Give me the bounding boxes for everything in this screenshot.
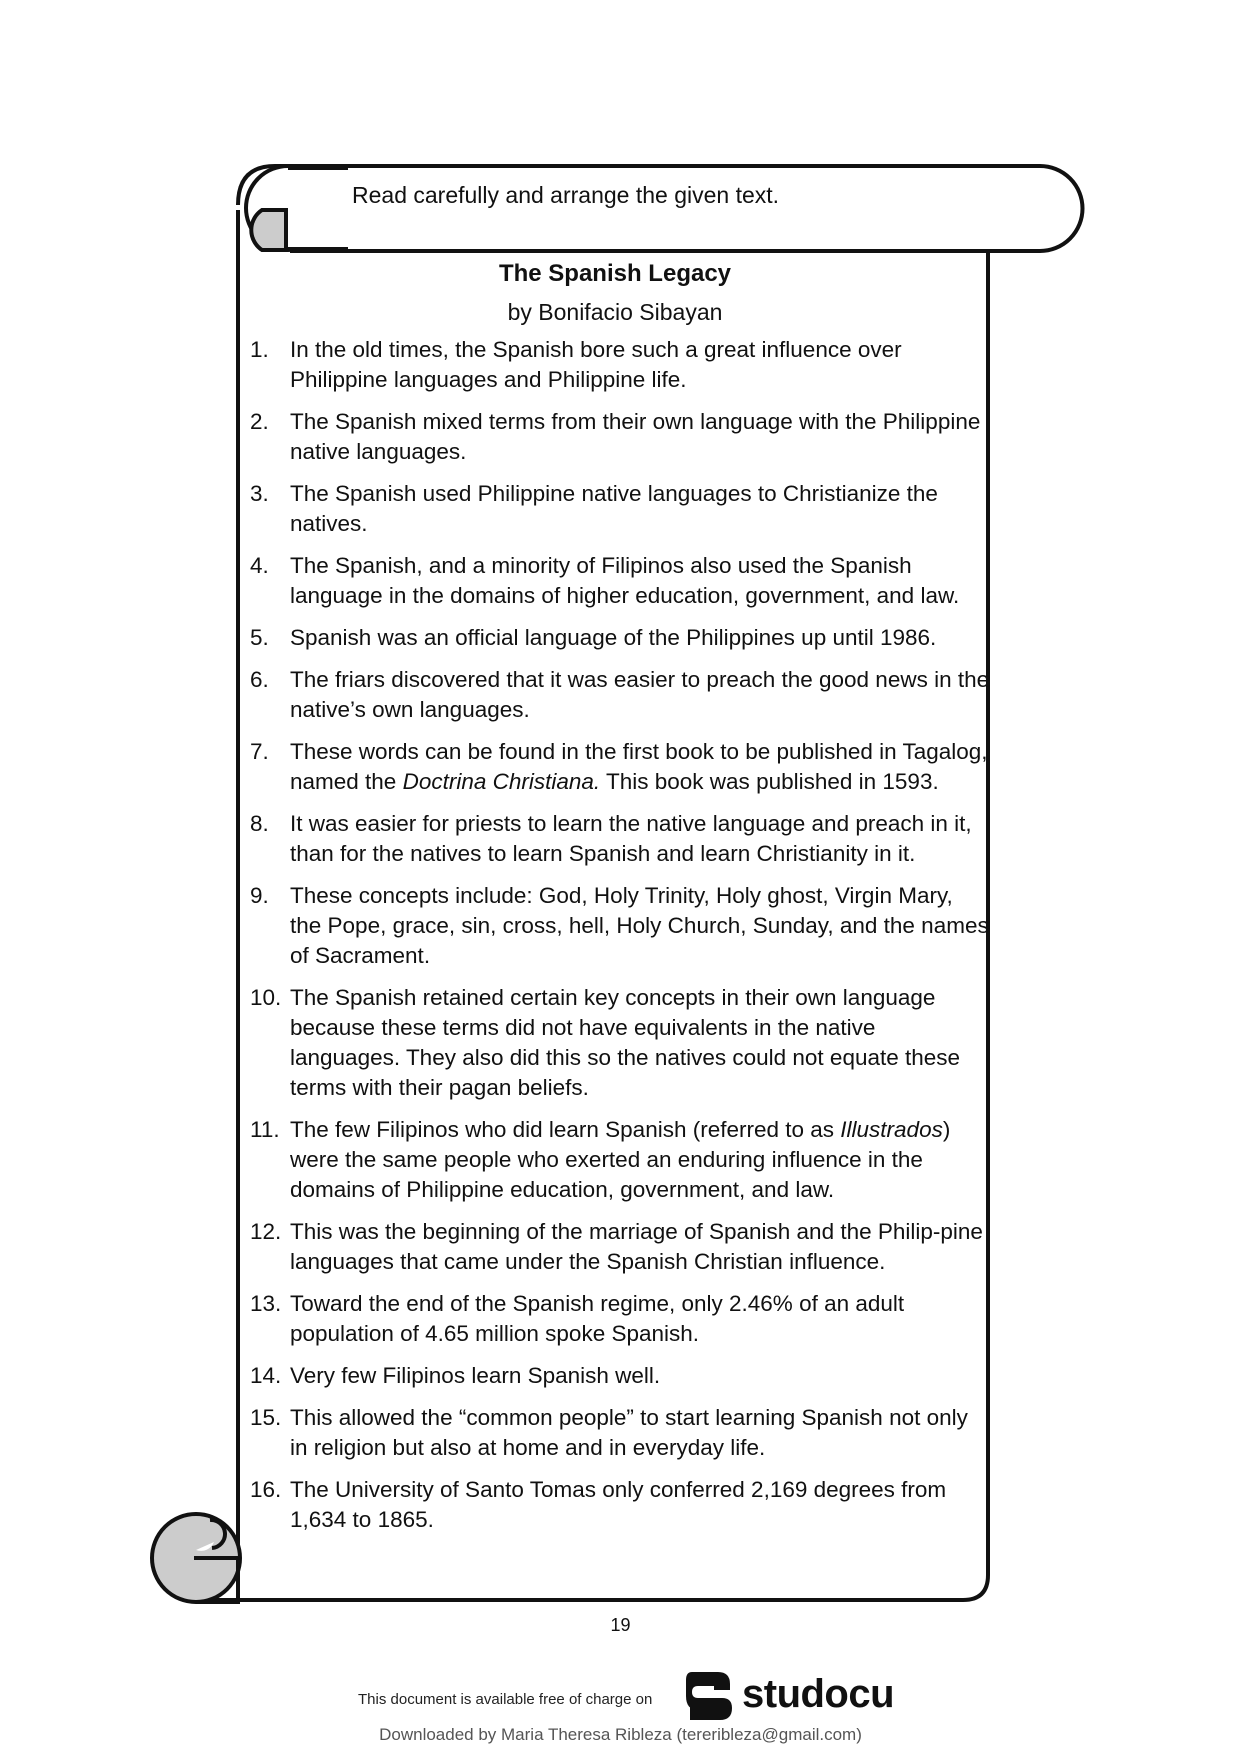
item-number: 3. (250, 481, 269, 506)
list-item-12 (250, 1217, 990, 1277)
item-number: 8. (250, 811, 269, 836)
item-number: 13. (250, 1291, 282, 1316)
item-number: 14. (250, 1363, 282, 1388)
item-text (290, 737, 990, 797)
scroll-top-curl-fill (251, 210, 286, 250)
list-item-10 (250, 983, 990, 1103)
list-item-13 (250, 1289, 990, 1349)
item-text: Very few Filipinos learn Spanish well. (290, 1363, 661, 1388)
list-item-15 (250, 1403, 990, 1463)
item-text: The Spanish used Philippine native languages to Christianize the natives. (290, 481, 938, 536)
list-item-2 (250, 407, 990, 467)
downloaded-by-note: Downloaded by Maria Theresa Ribleza (tereribleza@gmail.com) (379, 1725, 862, 1744)
item-number: 9. (250, 883, 269, 908)
item-number: 2. (250, 409, 269, 434)
list-item-8 (250, 809, 990, 869)
book-title: Doctrina Christiana. (402, 769, 601, 794)
item-text-after: This book was published in 1593. (600, 769, 939, 794)
item-text: In the old times, the Spanish bore such a great influence over Philippine languages and Philippine life. (290, 337, 902, 392)
item-number: 10. (250, 985, 282, 1010)
list-item-16 (250, 1475, 990, 1535)
availability-note: This document is available free of charge on (358, 1691, 653, 1708)
instruction-text: Read carefully and arrange the given text. (352, 182, 780, 208)
list-item-3 (250, 479, 990, 539)
list-item-1 (250, 335, 990, 395)
list-item-9 (250, 881, 990, 971)
item-text: The Spanish retained certain key concepts in their own language because these terms did not have equivalents in the native languages. They also did this so the natives could not equate these terms with their pagan beliefs. (290, 985, 961, 1100)
studocu-brand-name[interactable]: studocu (742, 1672, 895, 1716)
item-text: Spanish was an official language of the Philippines up until 1986. (290, 625, 937, 650)
item-text: The Spanish mixed terms from their own language with the Philippine native languages. (290, 409, 981, 464)
article-byline: by Bonifacio Sibayan (507, 299, 723, 325)
item-text: It was easier for priests to learn the native language and preach in it, than for the natives to learn Spanish and learn Christianity in it. (290, 811, 972, 866)
item-number: 15. (250, 1405, 282, 1430)
item-number: 11. (250, 1117, 280, 1142)
article-title: The Spanish Legacy (498, 260, 732, 287)
item-text: This allowed the “common people” to start learning Spanish not only in religion but also at home and in everyday life. (290, 1405, 968, 1460)
page-number: 19 (610, 1615, 631, 1635)
studocu-logo-icon[interactable] (684, 1668, 736, 1724)
item-text: The Spanish, and a minority of Filipinos also used the Spanish language in the domains of higher education, government, and law. (290, 553, 960, 608)
item-number: 1. (250, 337, 269, 362)
sentence-list (250, 335, 990, 1547)
item-text-before: These words can be found in the first book to be published in Tagalog, named the (290, 739, 988, 794)
list-item-7 (250, 737, 990, 797)
item-number: 6. (250, 667, 269, 692)
item-text: The friars discovered that it was easier to preach the good news in the native’s own languages. (290, 667, 990, 722)
item-number: 16. (250, 1477, 282, 1502)
list-item-11 (250, 1115, 990, 1205)
item-text: The University of Santo Tomas only conferred 2,169 degrees from 1,634 to 1865. (290, 1477, 947, 1532)
list-item-6 (250, 665, 990, 725)
item-text: Toward the end of the Spanish regime, only 2.46% of an adult population of 4.65 million spoke Spanish. (290, 1291, 905, 1346)
illustrados-term: Illustrados (840, 1117, 943, 1142)
list-item-14 (250, 1361, 990, 1391)
list-item-5 (250, 623, 990, 653)
list-item-4 (250, 551, 990, 611)
item-number: 7. (250, 739, 269, 764)
item-number: 4. (250, 553, 269, 578)
item-number: 5. (250, 625, 269, 650)
item-text: This was the beginning of the marriage of Spanish and the Philip-pine languages that came under the Spanish Christian influence. (290, 1219, 983, 1274)
item-text: These concepts include: God, Holy Trinity, Holy ghost, Virgin Mary, the Pope, grace, sin, cross, hell, Holy Church, Sunday, and the names of Sacrament. (290, 883, 989, 968)
item-text-after: ) were the same people who exerted an enduring influence in the domains of Philippine education, government, and law. (290, 1117, 951, 1202)
item-number: 12. (250, 1219, 282, 1244)
item-text (290, 1115, 990, 1205)
item-text-before: The few Filipinos who did learn Spanish (referred to as (290, 1117, 841, 1142)
